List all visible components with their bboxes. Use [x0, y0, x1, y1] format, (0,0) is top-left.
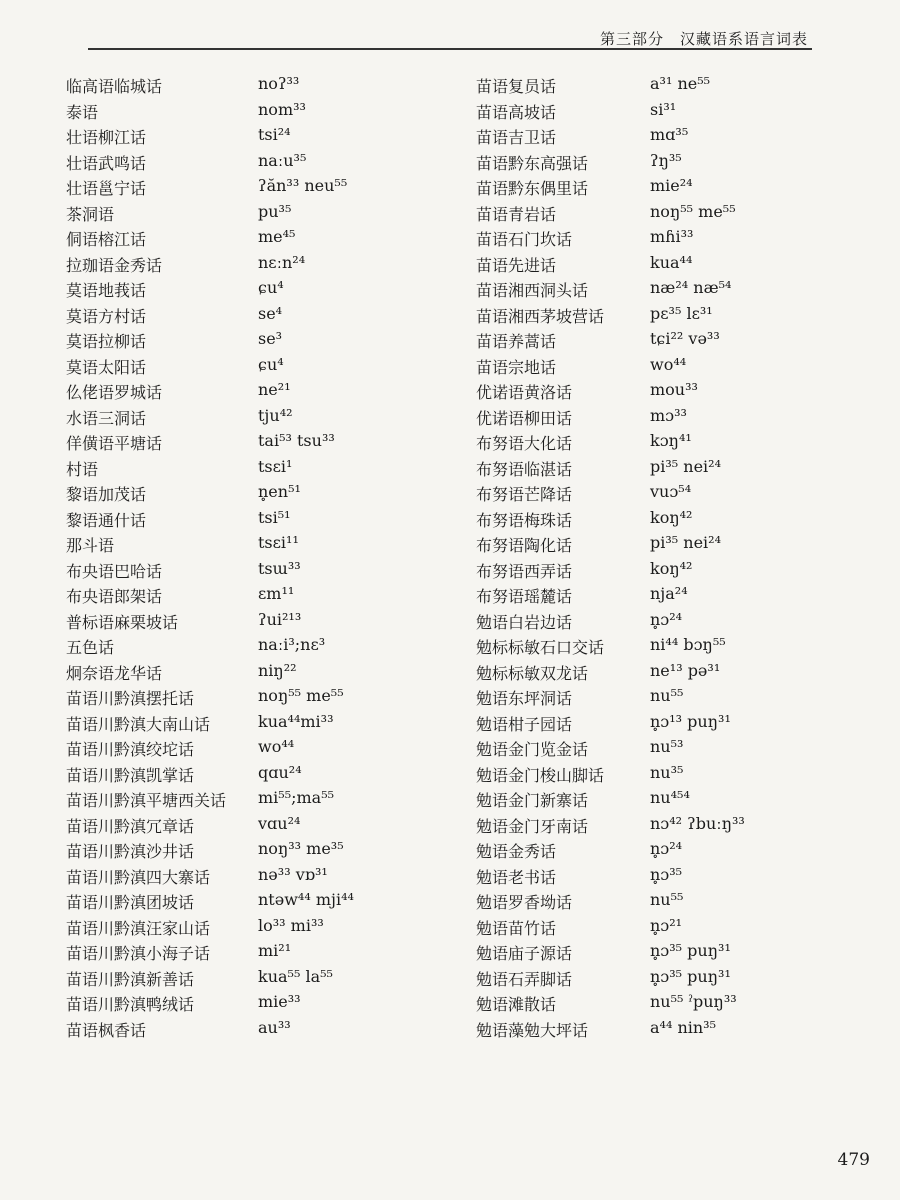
ipa-transcription: ʔui²¹³: [258, 609, 302, 629]
header-rule: [88, 48, 812, 50]
word-entry-row: [476, 355, 836, 381]
ipa-transcription: vɑu²⁴: [258, 813, 301, 833]
ipa-transcription: naːi³;nɛ³: [258, 635, 326, 654]
dialect-name: 勉语庙子源话: [476, 944, 573, 963]
dialect-name: 布央语郎架话: [66, 587, 163, 606]
ipa-transcription: mi⁵⁵;ma⁵⁵: [258, 788, 335, 807]
dialect-name: 苗语石门坎话: [476, 230, 573, 249]
ipa-transcription: nom³³: [258, 99, 306, 119]
ipa-transcription: noŋ⁵⁵ me⁵⁵: [650, 201, 736, 221]
word-entry-row: [66, 125, 446, 151]
dialect-name: 苗语川黔滇摆托话: [66, 689, 195, 708]
ipa-transcription: n̥ɔ²¹: [650, 915, 683, 935]
dialect-name: 勉语石弄脚话: [476, 969, 573, 989]
dialect-name: 黎语通什话: [66, 510, 147, 530]
word-entry-row: [66, 635, 446, 661]
ipa-transcription: kua⁵⁵ la⁵⁵: [258, 966, 333, 986]
word-entry-row: [66, 304, 446, 330]
ipa-transcription: tsi²⁴: [258, 125, 291, 144]
ipa-transcription: se³: [258, 329, 283, 348]
ipa-transcription: ʔăn³³ neu⁵⁵: [258, 176, 348, 195]
ipa-transcription: au³³: [258, 1017, 291, 1037]
ipa-transcription: kɔŋ⁴¹: [650, 431, 692, 450]
dialect-name: 布努语大化话: [476, 434, 573, 453]
word-entry-row: [66, 176, 446, 202]
word-entry-row: [476, 406, 836, 432]
word-entry-row: [66, 278, 446, 304]
word-entry-row: [66, 916, 446, 942]
ipa-transcription: mie²⁴: [650, 176, 693, 195]
dialect-name: 苗语先进话: [476, 255, 557, 275]
word-entry-row: [476, 712, 836, 738]
word-entry-row: [66, 329, 446, 355]
dialect-name: 苗语湘西茅坡营话: [476, 306, 605, 326]
ipa-transcription: tsi⁵¹: [258, 507, 291, 527]
word-entry-row: [66, 482, 446, 508]
dialect-name: 苗语复员话: [476, 77, 557, 96]
dialect-name: 布央语巴哈话: [66, 561, 163, 581]
ipa-transcription: pi³⁵ nei²⁴: [650, 456, 721, 476]
ipa-transcription: wo⁴⁴: [258, 737, 295, 756]
dialect-name: 莫语太阳话: [66, 357, 147, 377]
ipa-transcription: nə³³ vɒ³¹: [258, 864, 328, 884]
dialect-name: 临高语临城话: [66, 77, 163, 96]
ipa-transcription: n̥ɔ¹³ puŋ³¹: [650, 711, 731, 731]
dialect-name: 莫语方村话: [66, 306, 147, 326]
word-entry-row: [66, 74, 446, 100]
word-entry-row: [476, 916, 836, 942]
ipa-transcription: mou³³: [650, 380, 698, 399]
ipa-transcription: si³¹: [650, 99, 677, 119]
dialect-name: 布努语陶化话: [476, 536, 573, 555]
word-entry-row: [476, 890, 836, 916]
word-entry-row: [66, 431, 446, 457]
dialect-name: 勉语金门梭山脚话: [476, 765, 605, 785]
dialect-name: 仫佬语罗城话: [66, 383, 163, 402]
dialect-name: 布努语西弄话: [476, 561, 573, 581]
dialect-name: 布努语瑶麓话: [476, 587, 573, 606]
word-entry-row: [476, 482, 836, 508]
word-entry-row: [476, 1018, 836, 1044]
dialect-name: 苗语川黔滇凯掌话: [66, 765, 195, 785]
right-column: [476, 74, 836, 1043]
word-entry-row: [66, 380, 446, 406]
ipa-transcription: ne²¹: [258, 380, 291, 399]
dialect-name: 勉语苗竹话: [476, 918, 557, 938]
word-entry-row: [476, 584, 836, 610]
word-entry-row: [476, 610, 836, 636]
dialect-name: 苗语川黔滇新善话: [66, 969, 195, 989]
ipa-transcription: noŋ⁵⁵ me⁵⁵: [258, 686, 344, 705]
dialect-name: 那斗语: [66, 536, 115, 555]
dialect-name: 苗语川黔滇团坡话: [66, 893, 195, 912]
word-entry-row: [66, 890, 446, 916]
word-entry-row: [476, 380, 836, 406]
dialect-name: 苗语枫香话: [66, 1020, 147, 1040]
ipa-transcription: n̥ɔ²⁴: [650, 839, 683, 858]
ipa-transcription: ni⁴⁴ bɔŋ⁵⁵: [650, 635, 726, 654]
dialect-name: 勉语白岩边话: [476, 612, 573, 632]
word-entry-row: [476, 176, 836, 202]
ipa-transcription: n̥en⁵¹: [258, 482, 301, 501]
dialect-name: 苗语高坡话: [476, 102, 557, 122]
word-entry-row: [476, 865, 836, 891]
word-entry-row: [66, 406, 446, 432]
word-entry-row: [66, 814, 446, 840]
word-entry-row: [66, 559, 446, 585]
word-entry-row: [476, 100, 836, 126]
dialect-name: 村语: [66, 459, 99, 479]
ipa-transcription: nɛːn²⁴: [258, 252, 306, 272]
word-entry-row: [66, 508, 446, 534]
dialect-name: 五色话: [66, 638, 115, 657]
word-entry-row: [66, 253, 446, 279]
ipa-transcription: nu⁵⁵ ˀpuŋ³³: [650, 992, 737, 1011]
dialect-name: 炯奈语龙华话: [66, 663, 163, 683]
dialect-name: 苗语青岩话: [476, 204, 557, 224]
dialect-name: 勉语金门牙南话: [476, 816, 589, 836]
ipa-transcription: mɔ³³: [650, 405, 687, 425]
ipa-transcription: nu³⁵: [650, 762, 684, 782]
dialect-name: 布努语芒降话: [476, 485, 573, 504]
dialect-name: 苗语宗地话: [476, 357, 557, 377]
word-entry-row: [66, 227, 446, 253]
ipa-transcription: koŋ⁴²: [650, 558, 693, 578]
word-entry-row: [66, 584, 446, 610]
dialect-name: 泰语: [66, 102, 99, 122]
word-entry-row: [476, 788, 836, 814]
ipa-transcription: mi²¹: [258, 941, 292, 960]
dialect-name: 侗语榕江话: [66, 230, 147, 249]
ipa-transcription: pu³⁵: [258, 201, 292, 221]
word-entry-row: [476, 814, 836, 840]
ipa-transcription: n̥ɔ³⁵ puŋ³¹: [650, 941, 731, 960]
page-number: 479: [837, 1150, 870, 1170]
word-entry-row: [476, 508, 836, 534]
dialect-name: 苗语川黔滇沙井话: [66, 842, 195, 861]
word-entry-row: [66, 610, 446, 636]
ipa-transcription: tju⁴²: [258, 405, 293, 425]
dialect-name: 优诺语柳田话: [476, 408, 573, 428]
ipa-transcription: nu⁵³: [650, 737, 684, 756]
word-entry-row: [476, 125, 836, 151]
dialect-name: 布努语临湛话: [476, 459, 573, 479]
word-entry-row: [476, 227, 836, 253]
word-entry-row: [66, 865, 446, 891]
ipa-transcription: ɛm¹¹: [258, 584, 295, 603]
ipa-transcription: ɕu⁴: [258, 354, 284, 374]
dialect-name: 勉标标敏石口交话: [476, 638, 605, 657]
word-entry-row: [66, 355, 446, 381]
dialect-name: 苗语川黔滇冗章话: [66, 816, 195, 836]
dialect-name: 苗语川黔滇绞坨话: [66, 740, 195, 759]
ipa-transcription: n̥ɔ³⁵: [650, 864, 683, 884]
dialect-name: 勉标标敏双龙话: [476, 663, 589, 683]
word-entry-row: [476, 304, 836, 330]
word-entry-row: [476, 278, 836, 304]
dialect-name: 勉语滩散话: [476, 995, 557, 1014]
word-entry-row: [66, 202, 446, 228]
left-column: [66, 74, 446, 1043]
dialect-name: 壮语柳江话: [66, 128, 147, 147]
dialect-name: 莫语拉柳话: [66, 332, 147, 351]
word-entry-row: [66, 661, 446, 687]
word-entry-row: [476, 559, 836, 585]
ipa-transcription: pi³⁵ nei²⁴: [650, 533, 721, 552]
word-entry-row: [66, 967, 446, 993]
word-entry-row: [66, 941, 446, 967]
word-entry-row: [476, 151, 836, 177]
dialect-name: 水语三洞话: [66, 408, 147, 428]
ipa-transcription: kua⁴⁴mi³³: [258, 711, 334, 731]
word-entry-row: [476, 763, 836, 789]
ipa-transcription: me⁴⁵: [258, 227, 296, 246]
dialect-name: 勉语老书话: [476, 867, 557, 887]
word-entry-row: [66, 151, 446, 177]
dialect-name: 茶洞语: [66, 204, 115, 224]
word-entry-row: [476, 431, 836, 457]
word-entry-row: [476, 661, 836, 687]
running-header: 第三部分 汉藏语系语言词表: [599, 30, 808, 48]
ipa-transcription: ne¹³ pə³¹: [650, 660, 721, 680]
word-entry-row: [476, 992, 836, 1018]
dialect-name: 优诺语黄洛话: [476, 383, 573, 402]
ipa-transcription: tsɛi¹¹: [258, 533, 299, 552]
dialect-name: 苗语黔东偶里话: [476, 179, 589, 198]
dialect-name: 勉语罗香坳话: [476, 893, 573, 912]
ipa-transcription: kua⁴⁴: [650, 252, 693, 272]
dialect-name: 苗语川黔滇小海子话: [66, 944, 211, 963]
dialect-name: 苗语吉卫话: [476, 128, 557, 147]
dialect-name: 黎语加茂话: [66, 485, 147, 504]
ipa-transcription: qɑu²⁴: [258, 762, 302, 782]
ipa-transcription: ɕu⁴: [258, 278, 284, 297]
ipa-transcription: pɛ³⁵ lɛ³¹: [650, 303, 713, 323]
ipa-transcription: niŋ²²: [258, 660, 297, 680]
ipa-transcription: nja²⁴: [650, 584, 688, 603]
ipa-transcription: se⁴: [258, 303, 283, 323]
dialect-name: 勉语东坪洞话: [476, 689, 573, 708]
ipa-transcription: næ²⁴ næ⁵⁴: [650, 278, 732, 297]
word-entry-row: [476, 253, 836, 279]
word-entry-row: [476, 74, 836, 100]
ipa-transcription: vuɔ⁵⁴: [650, 482, 692, 501]
ipa-transcription: mie³³: [258, 992, 301, 1011]
dialect-name: 苗语川黔滇四大寨话: [66, 867, 211, 887]
word-entry-row: [476, 686, 836, 712]
ipa-transcription: n̥ɔ²⁴: [650, 609, 683, 629]
dialect-name: 布努语梅珠话: [476, 510, 573, 530]
word-entry-row: [476, 941, 836, 967]
ipa-transcription: lo³³ mi³³: [258, 915, 324, 935]
ipa-transcription: tsɯ³³: [258, 558, 301, 578]
dialect-name: 苗语川黔滇鸭绒话: [66, 995, 195, 1014]
dialect-name: 勉语金门览金话: [476, 740, 589, 759]
word-entry-row: [66, 100, 446, 126]
dialect-name: 苗语川黔滇汪家山话: [66, 918, 211, 938]
ipa-transcription: koŋ⁴²: [650, 507, 693, 527]
ipa-transcription: naːu³⁵: [258, 150, 307, 170]
ipa-transcription: a⁴⁴ nin³⁵: [650, 1017, 717, 1037]
dialect-name: 拉珈语金秀话: [66, 255, 163, 275]
word-entry-row: [66, 992, 446, 1018]
word-entry-row: [66, 763, 446, 789]
ipa-transcription: noʔ³³: [258, 74, 300, 93]
word-entry-row: [476, 202, 836, 228]
ipa-transcription: nu⁵⁵: [650, 686, 684, 705]
dialect-name: 苗语养蒿话: [476, 332, 557, 351]
ipa-transcription: ʔŋ³⁵: [650, 150, 682, 170]
ipa-transcription: nɔ⁴² ʔbuːŋ³³: [650, 813, 745, 833]
dialect-name: 莫语地莪话: [66, 281, 147, 300]
word-entry-row: [476, 457, 836, 483]
word-entry-row: [66, 1018, 446, 1044]
ipa-transcription: noŋ³³ me³⁵: [258, 839, 344, 858]
dialect-name: 苗语湘西洞头话: [476, 281, 589, 300]
word-entry-row: [476, 967, 836, 993]
word-entry-row: [66, 533, 446, 559]
ipa-transcription: tai⁵³ tsu³³: [258, 431, 335, 450]
ipa-transcription: a³¹ ne⁵⁵: [650, 74, 711, 93]
word-entry-row: [476, 533, 836, 559]
dialect-name: 勉语金门新寨话: [476, 791, 589, 810]
dialect-name: 壮语武鸣话: [66, 153, 147, 173]
ipa-transcription: mɦi³³: [650, 227, 694, 246]
ipa-transcription: mɑ³⁵: [650, 125, 689, 144]
dialect-name: 普标语麻栗坡话: [66, 612, 179, 632]
word-entry-row: [476, 329, 836, 355]
word-entry-row: [476, 737, 836, 763]
ipa-transcription: nu⁵⁵: [650, 890, 684, 909]
ipa-transcription: tɕi²² və³³: [650, 329, 720, 348]
dialect-name: 苗语黔东高强话: [476, 153, 589, 173]
ipa-transcription: n̥ɔ³⁵ puŋ³¹: [650, 966, 731, 986]
dialect-name: 佯僙语平塘话: [66, 434, 163, 453]
word-entry-row: [66, 686, 446, 712]
word-entry-row: [476, 839, 836, 865]
ipa-transcription: nu⁴⁵⁴: [650, 788, 690, 807]
word-entry-row: [66, 788, 446, 814]
ipa-transcription: tsɛi¹: [258, 456, 293, 476]
ipa-transcription: wo⁴⁴: [650, 354, 687, 374]
word-entry-row: [66, 737, 446, 763]
word-entry-row: [476, 635, 836, 661]
dialect-name: 勉语柑子园话: [476, 714, 573, 734]
dialect-name: 壮语邕宁话: [66, 179, 147, 198]
word-entry-row: [66, 457, 446, 483]
dialect-name: 勉语藻勉大坪话: [476, 1020, 589, 1040]
ipa-transcription: ntəw⁴⁴ mji⁴⁴: [258, 890, 354, 909]
dialect-name: 苗语川黔滇平塘西关话: [66, 791, 227, 810]
dialect-name: 苗语川黔滇大南山话: [66, 714, 211, 734]
word-entry-row: [66, 839, 446, 865]
dialect-name: 勉语金秀话: [476, 842, 557, 861]
word-entry-row: [66, 712, 446, 738]
